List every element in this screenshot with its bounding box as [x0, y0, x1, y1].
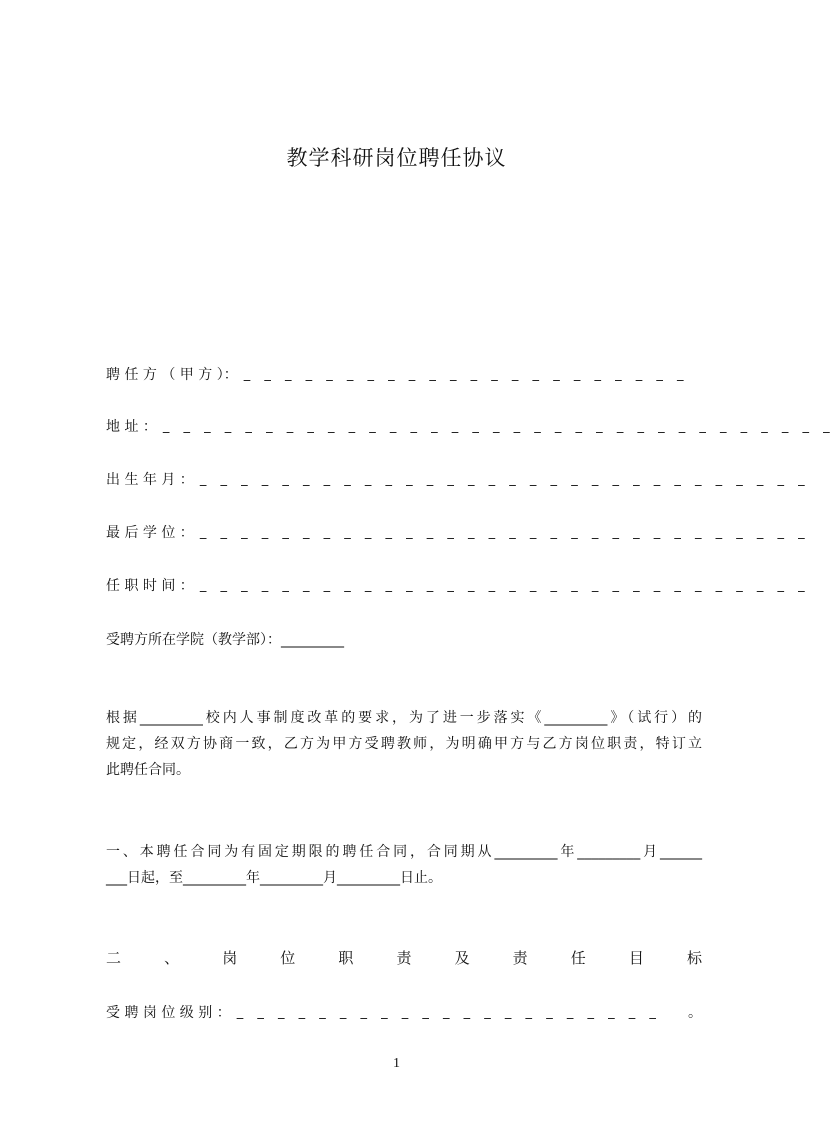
paragraph-line: 此聘任合同。	[106, 762, 190, 778]
document-title: 教学科研岗位聘任协议	[286, 146, 507, 170]
field-position-level	[106, 1000, 702, 1024]
page-number: 1	[393, 1056, 400, 1071]
sentence-end: 。	[688, 1005, 702, 1021]
field-label: 聘 任 方 （ 甲 方 ）：	[106, 367, 238, 383]
paragraph-line: 规定，经双方协商一致，乙方为甲方受聘教师，为明确甲方与乙方岗位职责，特订立	[106, 736, 702, 752]
heading-char: 二	[106, 949, 122, 967]
heading-char: 、	[164, 949, 180, 967]
heading-char: 岗	[222, 949, 238, 967]
field-degree	[106, 520, 810, 544]
paragraph-line: 根据_________校内人事制度改革的要求，为了进一步落实《_________》（试行）的	[106, 710, 702, 726]
paragraph-line: 一、本聘任合同为有固定期限的聘任合同，合同期从_________年_________月______	[106, 844, 702, 860]
clause-one	[106, 839, 702, 891]
blank-line: _ _ _ _ _ _ _ _ _ _ _ _ _ _ _ _ _ _ _ _ _ _ _ _ _ _ _ _ _ _ _ _ _	[162, 418, 835, 434]
heading-char: 责	[512, 949, 528, 967]
heading-char: 目	[628, 949, 644, 967]
paragraph-line: ___日起，至_________年_________月_________日止。	[106, 870, 442, 886]
field-label: 受 聘 岗 位 级 别 ：	[106, 1005, 231, 1021]
blank-line: _ _ _ _ _ _ _ _ _ _ _ _ _ _ _ _ _ _ _ _ _	[236, 1004, 661, 1020]
heading-char: 责	[396, 949, 412, 967]
field-employer	[106, 362, 702, 386]
field-label: 任 职 时 间 ：	[106, 578, 194, 594]
field-term	[106, 573, 810, 597]
heading-char: 位	[280, 949, 296, 967]
field-label: 地 址 ：	[106, 419, 157, 435]
blank-line: _ _ _ _ _ _ _ _ _ _ _ _ _ _ _ _ _ _ _ _ _ _	[243, 366, 689, 382]
blank-line: _ _ _ _ _ _ _ _ _ _ _ _ _ _ _ _ _ _ _ _ _ _ _ _ _ _ _ _ _ _	[199, 524, 810, 540]
field-label: 出 生 年 月 ：	[106, 472, 194, 488]
blank-line: _ _ _ _ _ _ _ _ _ _ _ _ _ _ _ _ _ _ _ _ _ _ _ _ _ _ _ _ _ _	[199, 577, 810, 593]
field-address	[106, 414, 835, 438]
intro-paragraph	[106, 705, 702, 783]
field-label: 最 后 学 位 ：	[106, 525, 194, 541]
college-line: 受聘方所在学院（教学部）：_________	[106, 632, 344, 648]
heading-char: 及	[454, 949, 470, 967]
heading-char: 任	[570, 949, 586, 967]
heading-char: 职	[338, 949, 354, 967]
heading-char: 标	[686, 949, 702, 967]
blank-line: _ _ _ _ _ _ _ _ _ _ _ _ _ _ _ _ _ _ _ _ _ _ _ _ _ _ _ _ _ _	[199, 471, 810, 487]
section-two-heading	[106, 947, 702, 968]
field-birth-date	[106, 467, 810, 491]
